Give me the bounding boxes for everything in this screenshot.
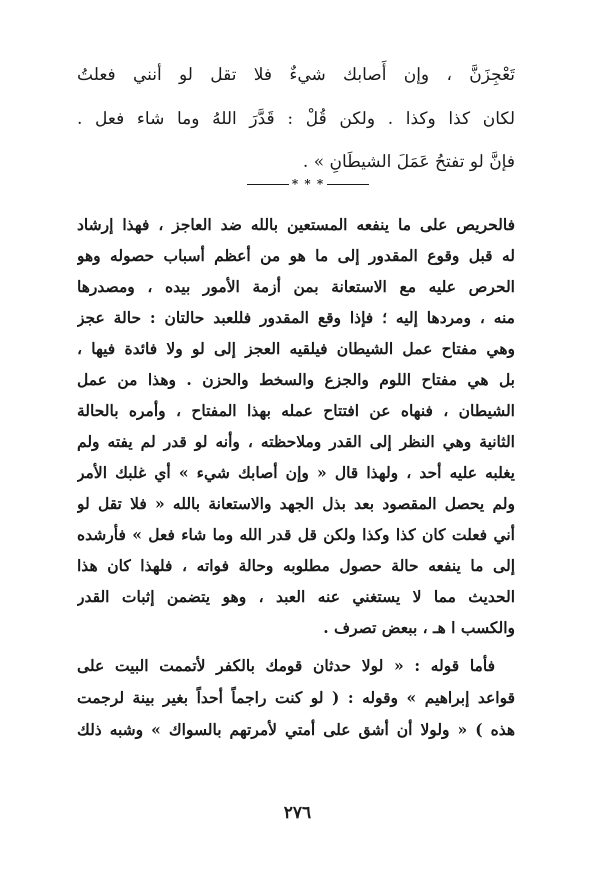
paragraph-line: الحديث مما لا يستغني عنه العبد ، وهو يتضمن إثبات القدر xyxy=(77,587,515,606)
divider-rule xyxy=(327,184,369,185)
hadith-line: لكان كذا وكذا . ولكن قُلْ : قَدَّرَ اللهُ وما شاء فعل . xyxy=(77,109,515,129)
paragraph-line: قواعد إبراهيم » وقوله : ( لو كنت راجماً أحداً بغير بينة لرجمت xyxy=(77,688,515,707)
paragraph-line: أني فعلت كان كذا وكذا ولكن قل قدر الله وما شاء فعل » فأرشده xyxy=(77,525,515,544)
divider-rule xyxy=(247,184,289,185)
paragraph-line: ولم يحصل المقصود بعد بذل الجهد والاستعانة بالله « فلا تقل لو xyxy=(77,494,515,513)
paragraph-line: بل هي مفتاح اللوم والجزع والسخط والحزن . وهذا من عمل xyxy=(77,370,515,389)
divider-stars: * * * xyxy=(291,177,325,191)
paragraph-line: وهي مفتاح عمل الشيطان فيلقيه العجز إلى لو ولا فائدة فيها ، xyxy=(77,339,515,358)
paragraph-line: إلى ما ينفعه حالة حصول مطلوبه وحالة فواته ، فلهذا كان هذا xyxy=(77,556,515,575)
hadith-line: فإنَّ لو تفتحُ عَمَلَ الشيطَانِ » . xyxy=(302,152,515,172)
paragraph-line: الشيطان ، فنهاه عن افتتاح عمله بهذا المفتاح ، وأمره بالحالة xyxy=(77,401,515,420)
paragraph-line: يغلبه عليه أحد ، ولهذا قال « وإن أصابك شيء » أي غلبك الأمر xyxy=(77,463,515,482)
paragraph-line: فالحريص على ما ينفعه المستعين بالله ضد العاجز ، فهذا إرشاد xyxy=(77,215,515,234)
paragraph-line: له قبل وقوع المقدور إلى ما هو من أعظم أسباب حصوله وهو xyxy=(77,246,515,265)
hadith-line: تَعْجِزَنَّ ، وإن أَصابك شيءٌ فلا تقل لو أنني فعلتُ xyxy=(77,65,515,85)
paragraph-line: هذه ) « ولولا أن أشق على أمتي لأمرتهم بالسواك » وشبه ذلك xyxy=(77,720,515,739)
paragraph-line: الحرص عليه مع الاستعانة بمن أزمة الأمور بيده ، ومصدرها xyxy=(77,277,515,296)
page-number: ٢٧٦ xyxy=(283,803,312,823)
paragraph-line: منه ، ومردها إليه ؛ فإذا وقع المقدور فللعبد حالتان : حالة عجز xyxy=(77,308,515,327)
section-divider xyxy=(238,174,378,194)
paragraph-line: والكسب ا هـ ، ببعض تصرف . xyxy=(323,618,515,637)
paragraph-line: فأما قوله : « لولا حدثان قومك بالكفر لأتممت البيت على xyxy=(77,656,495,675)
paragraph-line: الثانية وهي النظر إلى القدر وملاحظته ، وأنه لو قدر لم يفته ولم xyxy=(77,432,515,451)
